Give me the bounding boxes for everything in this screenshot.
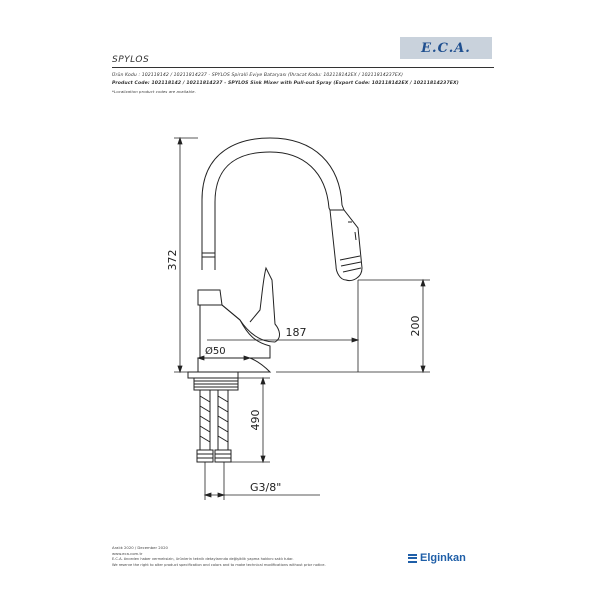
dimension-total-height: 372 — [166, 249, 179, 271]
dimension-diameter: Ø50 — [205, 346, 226, 357]
product-title: SPYLOS — [112, 55, 150, 65]
elginkan-mark-icon — [408, 554, 417, 563]
spray-head — [330, 210, 362, 281]
footer-note-turkish: E.C.A. önceden haber vermeksizin, ürünlerin teknik detaylarında değişiklik yapma hakkını saklı tutar. — [112, 557, 294, 561]
footer-url: www.eca.com.tr — [112, 551, 143, 556]
faucet-outline — [188, 138, 362, 462]
dimension-spout-reach: 187 — [285, 326, 307, 339]
product-code-english: Product Code: 102118142 / 10211814237 - SPYLOS Sink Mixer with Pull-out Spray (Export Code: 102118142EX / 10211814237EX) — [112, 81, 459, 86]
mixer-collar — [198, 290, 222, 305]
mixer-lever — [222, 268, 280, 342]
mixer-base — [198, 358, 270, 372]
technical-drawing — [100, 110, 500, 510]
spout-outer-curve — [202, 138, 344, 270]
elginkan-logo-text: Elginkan — [420, 552, 466, 564]
dimension-lines — [174, 138, 430, 500]
eca-logo — [400, 37, 492, 59]
dimension-spout-height: 200 — [409, 315, 422, 337]
localization-note: *Localization product codes are available. — [112, 89, 196, 94]
footer-note-english: We reserve the right to alter product specification and colors and to make technical modifications without prior notice. — [112, 563, 326, 567]
dimension-thread: G3/8" — [250, 481, 282, 494]
footer-date: Aralık 2020 / December 2020 — [112, 545, 168, 550]
elginkan-logo — [408, 552, 466, 564]
spout-inner-curve — [215, 152, 330, 270]
eca-logo-text: E.C.A. — [421, 40, 471, 56]
mounting-plate — [188, 372, 238, 378]
header-divider — [112, 67, 494, 68]
hose-fitting-right — [215, 450, 231, 462]
hose-fitting-left — [197, 450, 213, 462]
dimension-hose-length: 490 — [249, 409, 262, 431]
product-code-turkish: Ürün Kodu : 102118142 / 10211814237 - SPYLOS Spiralli Eviye Bataryası (İhracat Kodu: 102118142EX / 10211814237EX) — [112, 73, 403, 78]
